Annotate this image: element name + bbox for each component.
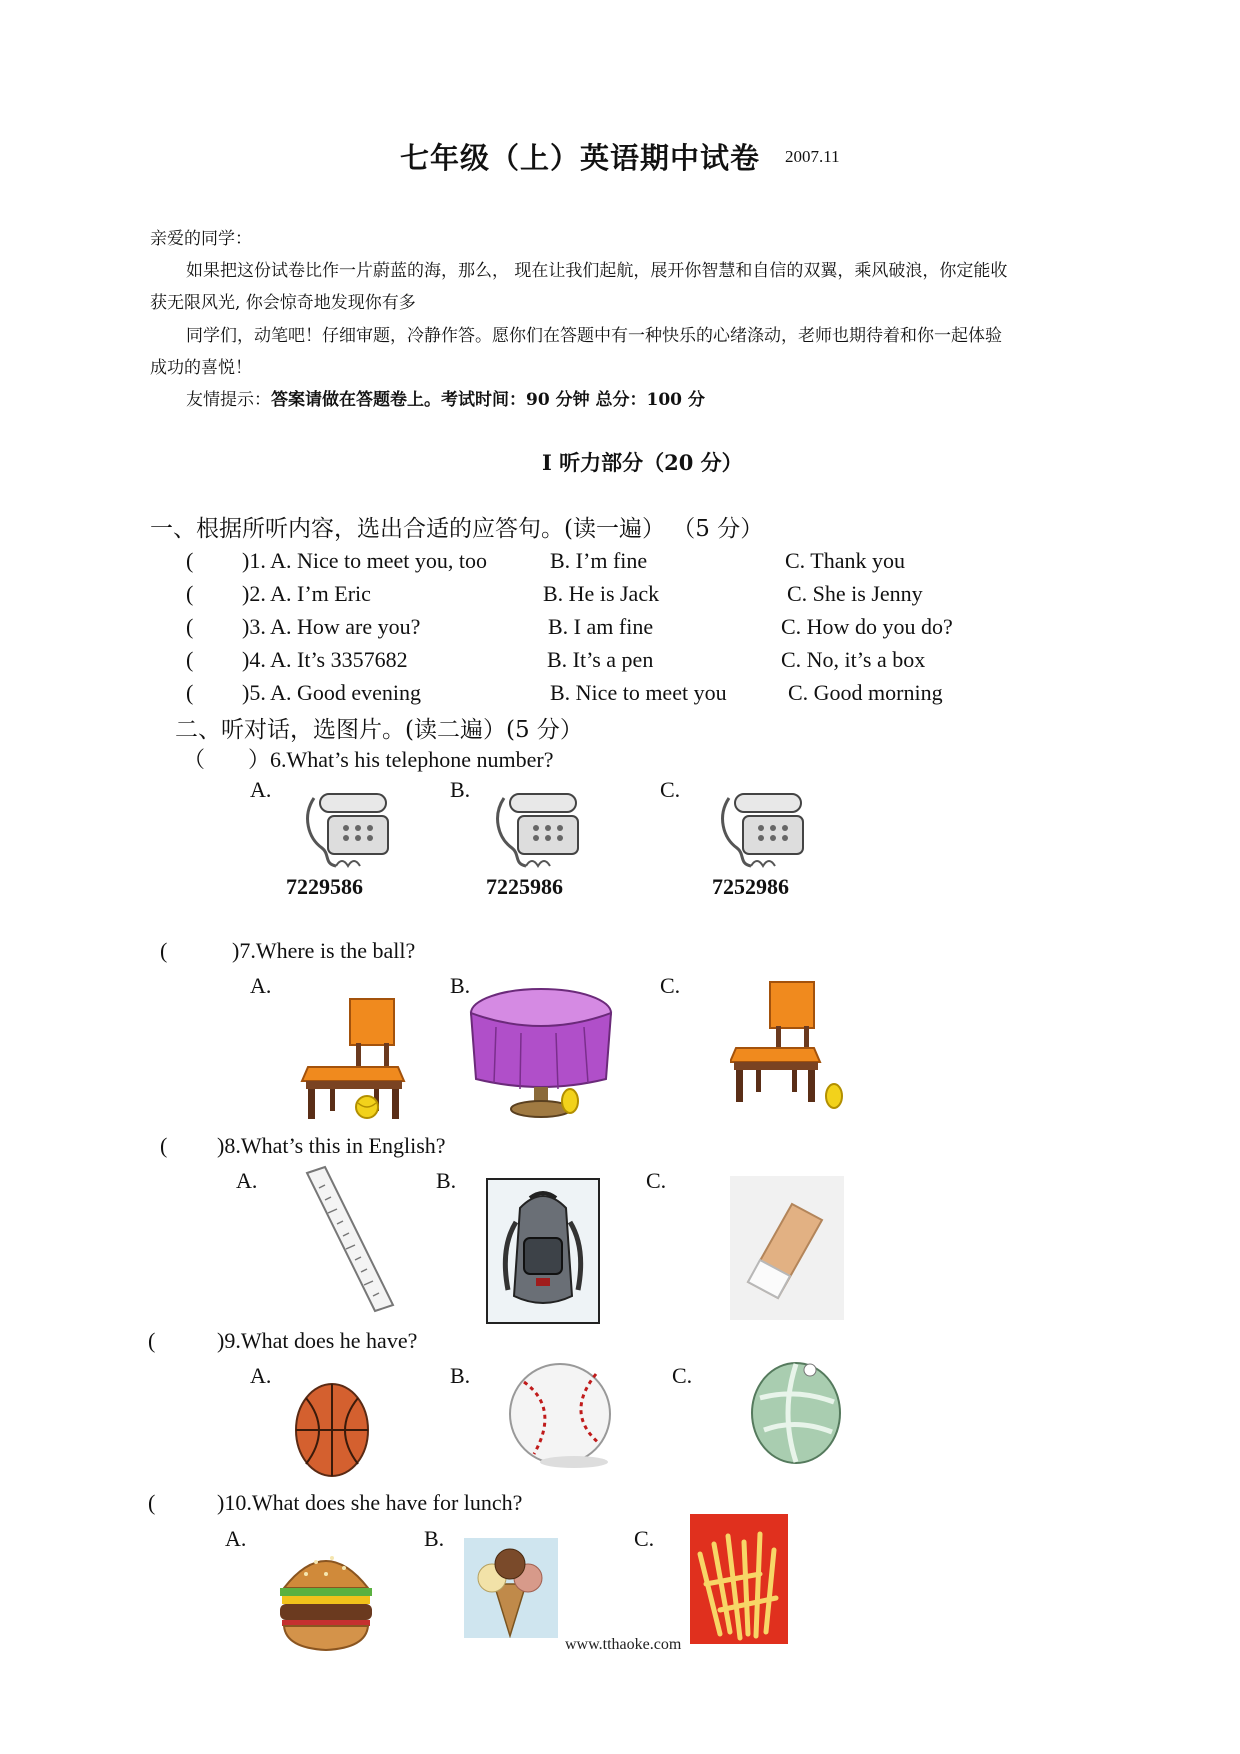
intro-paragraph-1-line-1: 如果把这份试卷比作一片蔚蓝的海，那么， 现在让我们起航，展开你智慧和自信的双翼，乘风破浪，你定能收	[186, 261, 1008, 281]
tip-label: 友情提示：	[186, 390, 271, 410]
backpack-image	[486, 1178, 600, 1324]
question-2-option-c: C. She is Jenny	[787, 581, 923, 606]
phone-number-c: 7252986	[712, 874, 789, 899]
question-5-option-c: C. Good morning	[788, 680, 943, 705]
greeting: 亲爱的同学：	[150, 229, 252, 249]
question-1-option-c: C. Thank you	[785, 548, 905, 573]
table-with-ball-image	[466, 983, 616, 1123]
ruler-image	[295, 1165, 405, 1315]
baseball-image	[504, 1358, 620, 1474]
volleyball-image	[750, 1358, 844, 1468]
question-10-label-c: C.	[634, 1526, 655, 1551]
answer-paren: (	[186, 614, 194, 639]
question-8-label-b: B.	[436, 1168, 457, 1193]
eraser-image	[730, 1176, 844, 1320]
question-6-text: ）6.What’s his telephone number?	[248, 747, 554, 772]
answer-paren: (	[186, 647, 194, 672]
part1-heading: 一、根据所听内容，选出合适的应答句。(读一遍） （5 分）	[150, 516, 764, 542]
question-8-text: )8.What’s this in English?	[217, 1133, 446, 1158]
basketball-image	[292, 1380, 372, 1480]
answer-paren: (	[186, 548, 194, 573]
chair-with-ball-beside-image	[730, 978, 850, 1112]
page-title: 七年级（上）英语期中试卷	[400, 141, 761, 175]
question-6-label-c: C.	[660, 777, 681, 802]
question-3-option-a: )3. A. How are you?	[242, 614, 421, 639]
section-listening-title: I 听力部分（20 分）	[542, 450, 743, 475]
question-8-label-c: C.	[646, 1168, 667, 1193]
answer-paren: (	[186, 680, 194, 705]
question-6-label-b: B.	[450, 777, 471, 802]
telephone-icon	[300, 780, 400, 872]
question-3-option-b: B. I am fine	[548, 614, 654, 639]
hamburger-image	[276, 1540, 376, 1656]
question-10-paren: (	[148, 1490, 156, 1515]
question-9-label-c: C.	[672, 1363, 693, 1388]
question-7-label-b: B.	[450, 973, 471, 998]
french-fries-image	[690, 1514, 788, 1644]
question-3-option-c: C. How do you do?	[781, 614, 953, 639]
intro-paragraph-1-line-2: 获无限风光, 你会惊奇地发现你有多	[150, 293, 416, 313]
exam-date: 2007.11	[785, 147, 840, 166]
question-1-option-b: B. I’m fine	[550, 548, 648, 573]
question-6-paren: （	[183, 747, 206, 772]
telephone-icon	[715, 780, 815, 872]
question-9-label-b: B.	[450, 1363, 471, 1388]
question-5-option-b: B. Nice to meet you	[550, 680, 727, 705]
question-9-paren: (	[148, 1328, 156, 1353]
tip-text: 答案请做在答题卷上。考试时间：90 分钟 总分：100 分	[271, 390, 705, 410]
phone-number-b: 7225986	[486, 874, 563, 899]
question-8-label-a: A.	[236, 1168, 258, 1193]
phone-number-a: 7229586	[286, 874, 363, 899]
question-7-label-a: A.	[250, 973, 272, 998]
part2-heading: 二、听对话，选图片。(读二遍）(5 分）	[175, 717, 583, 743]
question-6-label-a: A.	[250, 777, 272, 802]
question-5-option-a: )5. A. Good evening	[242, 680, 422, 705]
question-7-text: )7.Where is the ball?	[232, 938, 416, 963]
question-4-option-c: C. No, it’s a box	[781, 647, 926, 672]
answer-paren: (	[186, 581, 194, 606]
question-7-paren: (	[160, 938, 168, 963]
ice-cream-image	[464, 1538, 558, 1638]
intro-paragraph-2-line-1: 同学们，动笔吧！仔细审题，冷静作答。愿你们在答题中有一种快乐的心绪涤动，老师也期待着和你一起体验	[186, 326, 1002, 346]
question-9-label-a: A.	[250, 1363, 272, 1388]
question-10-text: )10.What does she have for lunch?	[217, 1490, 523, 1515]
footer-url[interactable]: www.tthaoke.com	[565, 1636, 682, 1653]
question-1-option-a: )1. A. Nice to meet you, too	[242, 548, 488, 573]
question-7-label-c: C.	[660, 973, 681, 998]
question-10-label-b: B.	[424, 1526, 445, 1551]
question-4-option-b: B. It’s a pen	[547, 647, 654, 672]
chair-with-ball-under-image	[300, 995, 410, 1125]
question-8-paren: (	[160, 1133, 168, 1158]
telephone-icon	[490, 780, 590, 872]
friendly-tip	[186, 385, 705, 410]
question-4-option-a: )4. A. It’s 3357682	[242, 647, 408, 672]
question-10-label-a: A.	[225, 1526, 247, 1551]
question-2-option-b: B. He is Jack	[543, 581, 660, 606]
question-2-option-a: )2. A. I’m Eric	[242, 581, 371, 606]
question-9-text: )9.What does he have?	[217, 1328, 418, 1353]
intro-paragraph-2-line-2: 成功的喜悦！	[150, 358, 252, 378]
